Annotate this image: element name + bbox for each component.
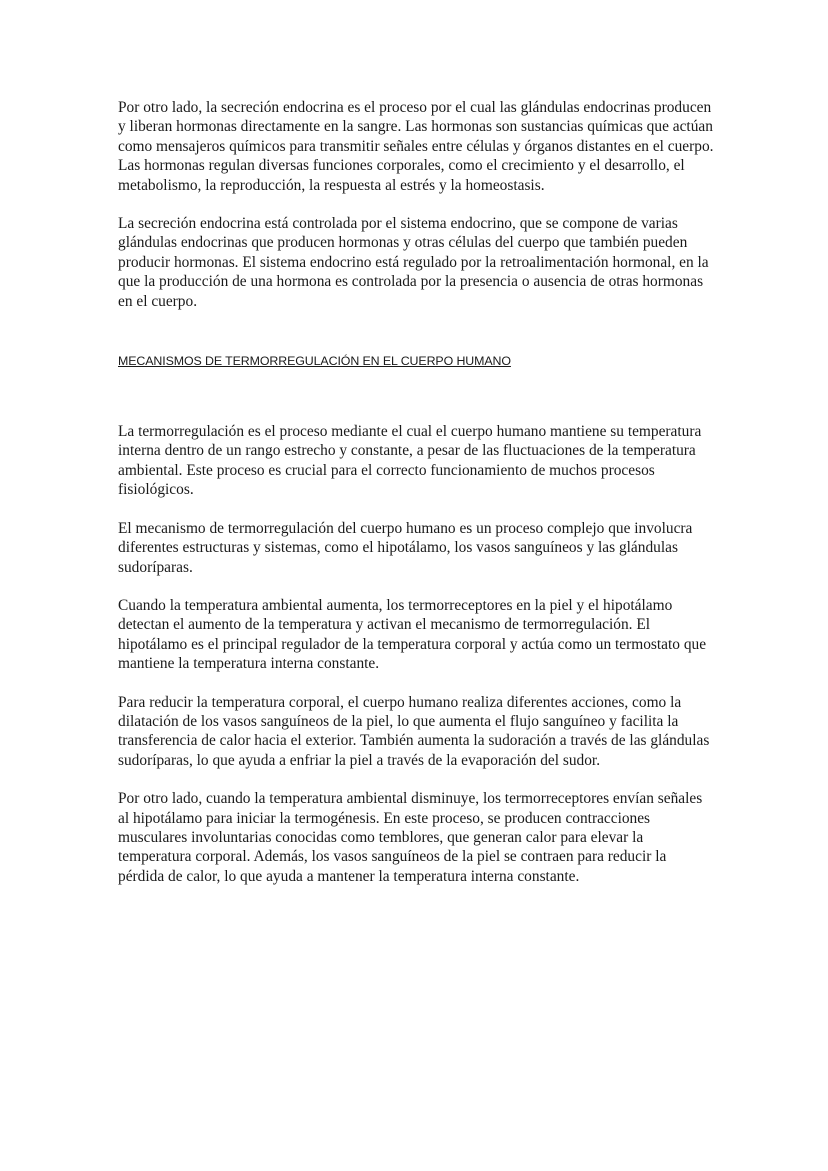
paragraph-endocrine-secretion: Por otro lado, la secreción endocrina es el proceso por el cual las glándulas endocrinas producen y liberan hormonas directamente en la sangre. Las hormonas son sustancias químicas que actúan como mensajeros químicos para transmitir señales entre células y órganos distantes en el cuerpo. Las hormonas regulan diversas funciones corporales, como el crecimiento y el desarrollo, el metabolismo, la reproducción, la respuesta al estrés y la homeostasis. [118,99,714,194]
section-heading: MECANISMOS DE TERMORREGULACIÓN EN EL CUERPO HUMANO [118,354,511,369]
paragraph-heat-detection: Cuando la temperatura ambiental aumenta, los termorreceptores en la piel y el hipotálamo detectan el aumento de la temperatura y activan el mecanismo de termorregulación. El hipotálamo es el principal regulador de la temperatura corporal y actúa como un termostato que mantiene la temperatura interna constante. [118,596,707,673]
paragraph-thermogenesis: Por otro lado, cuando la temperatura ambiental disminuye, los termorreceptores envían señales al hipotálamo para iniciar la termogénesis. En este proceso, se producen contracciones musculares involuntarias conocidas como temblores, que generan calor para elevar la temperatura corporal. Además, los vasos sanguíneos de la piel se contraen para reducir la pérdida de calor, lo que ayuda a mantener la temperatura interna constante. [118,790,703,885]
paragraph-thermoregulation-definition: La termorregulación es el proceso mediante el cual el cuerpo humano mantiene su temperatura interna dentro de un rango estrecho y constante, a pesar de las fluctuaciones de la temperatura ambiental. Este proceso es crucial para el correcto funcionamiento de muchos procesos fisiológicos. [118,423,702,499]
paragraph-thermoregulation-mechanism: El mecanismo de termorregulación del cuerpo humano es un proceso complejo que involucra diferentes estructuras y sistemas, como el hipotálamo, los vasos sanguíneos y las glándulas sudoríparas. [118,519,693,576]
document-body [118,98,716,905]
paragraph-endocrine-system: La secreción endocrina está controlada por el sistema endocrino, que se compone de varias glándulas endocrinas que producen hormonas y otras células del cuerpo que también pueden producir hormonas. El sistema endocrino está regulado por la retroalimentación hormonal, en la que la producción de una hormona es controlada por la presencia o ausencia de otras hormonas en el cuerpo. [118,215,709,310]
paragraph-cooling-actions: Para reducir la temperatura corporal, el cuerpo humano realiza diferentes acciones, como la dilatación de los vasos sanguíneos de la piel, lo que aumenta el flujo sanguíneo y facilita la transferencia de calor hacia el exterior. También aumenta la sudoración a través de las glándulas sudoríparas, lo que ayuda a enfriar la piel a través de la evaporación del sudor. [118,693,710,769]
